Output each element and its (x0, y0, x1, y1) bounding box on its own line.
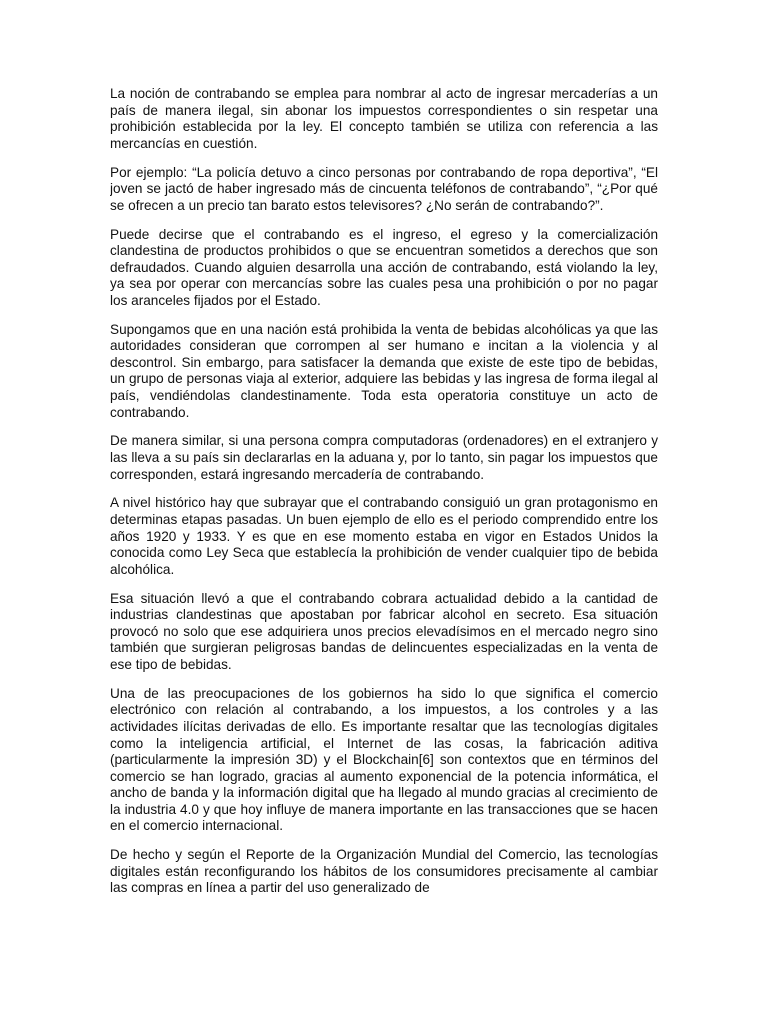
paragraph-4: Supongamos que en una nación está prohibida la venta de bebidas alcohólicas ya que las autoridades consideran que corrompen al ser humano e incitan a la violencia y al descontrol. Sin embargo, para satisfacer la demanda que existe de este tipo de bebidas, un grupo de personas viaja al exterior, adquiere las bebidas y las ingresa de forma ilegal al país, vendiéndolas clandestinamente. Toda esta operatoria constituye un acto de contrabando. (110, 321, 658, 420)
paragraph-2: Por ejemplo: “La policía detuvo a cinco personas por contrabando de ropa deportiva”, “El joven se jactó de haber ingresado más de cincuenta teléfonos de contrabando”, “¿Por qué se ofrecen a un precio tan barato estos televisores? ¿No serán de contrabando?”. (110, 164, 658, 213)
paragraph-8: Una de las preocupaciones de los gobiernos ha sido lo que significa el comercio electrónico con relación al contrabando, a los impuestos, a los controles y a las actividades ilícitas derivadas de ello. Es importante resaltar que las tecnologías digitales como la inteligencia artificial, el Internet de las cosas, la fabricación aditiva (particularmente la impresión 3D) y el Blockchain[6] son contextos que en términos del comercio se han logrado, gracias al aumento exponencial de la potencia informática, el ancho de banda y la información digital que ha llegado al mundo gracias al crecimiento de la industria 4.0 y que hoy influye de manera importante en las transacciones que se hacen en el comercio internacional. (110, 685, 658, 834)
paragraph-6: A nivel histórico hay que subrayar que el contrabando consiguió un gran protagonismo en determinas etapas pasadas. Un buen ejemplo de ello es el periodo comprendido entre los años 1920 y 1933. Y es que en ese momento estaba en vigor en Estados Unidos la conocida como Ley Seca que establecía la prohibición de vender cualquier tipo de bebida alcohólica. (110, 495, 658, 577)
paragraph-1: La noción de contrabando se emplea para nombrar al acto de ingresar mercaderías a un país de manera ilegal, sin abonar los impuestos correspondientes o sin respetar una prohibición establecida por la ley. El concepto también se utiliza con referencia a las mercancías en cuestión. (110, 86, 658, 151)
paragraph-7: Esa situación llevó a que el contrabando cobrara actualidad debido a la cantidad de industrias clandestinas que apostaban por fabricar alcohol en secreto. Esa situación provocó no solo que ese adquiriera unos precios elevadísimos en el mercado negro sino también que surgieran peligrosas bandas de delincuentes especializadas en la venta de ese tipo de bebidas. (110, 590, 658, 672)
paragraph-3: Puede decirse que el contrabando es el ingreso, el egreso y la comercialización clandestina de productos prohibidos o que se encuentran sometidos a derechos que son defraudados. Cuando alguien desarrolla una acción de contrabando, está violando la ley, ya sea por operar con mercancías sobre las cuales pesa una prohibición o por no pagar los aranceles fijados por el Estado. (110, 226, 658, 308)
paragraph-5: De manera similar, si una persona compra computadoras (ordenadores) en el extranjero y las lleva a su país sin declararlas en la aduana y, por lo tanto, sin pagar los impuestos que corresponden, estará ingresando mercadería de contrabando. (110, 433, 658, 482)
document-page (110, 86, 658, 938)
paragraph-9: De hecho y según el Reporte de la Organización Mundial del Comercio, las tecnologías digitales están reconfigurando los hábitos de los consumidores precisamente al cambiar las compras en línea a partir del uso generalizado de (110, 847, 658, 896)
